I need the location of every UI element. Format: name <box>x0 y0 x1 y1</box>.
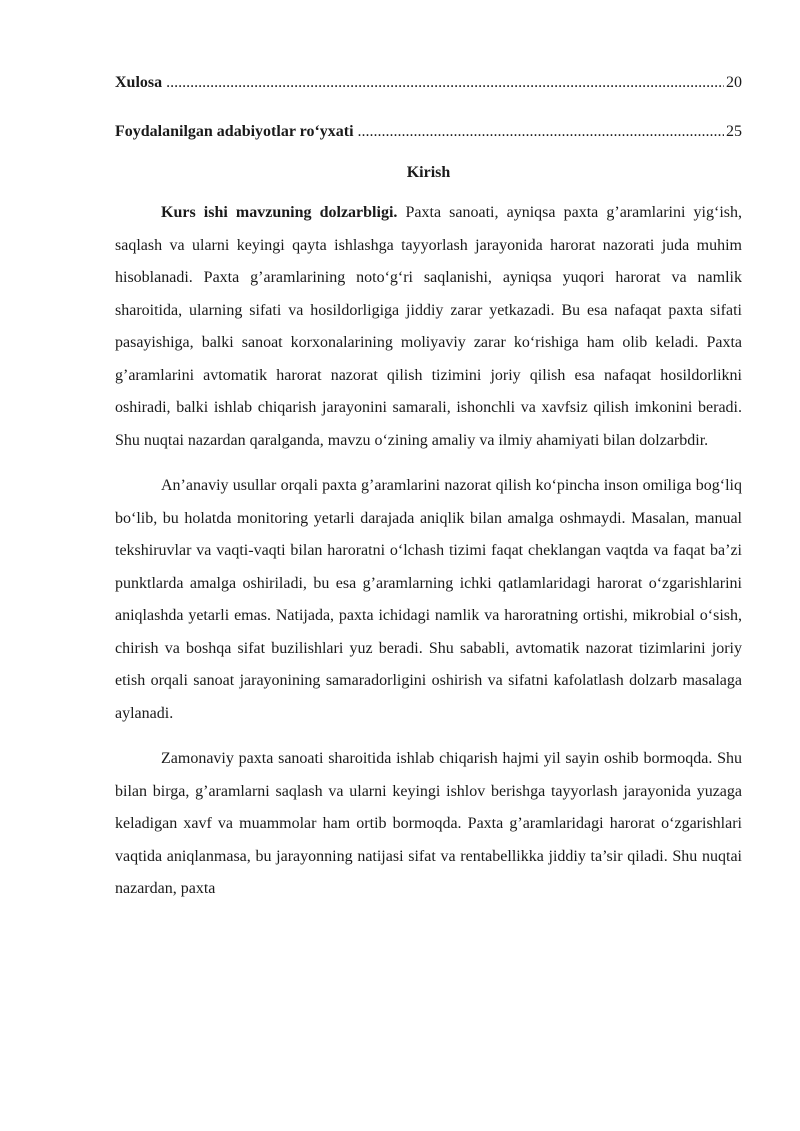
toc-dot-leader <box>358 121 724 143</box>
toc-entry-title: Foydalanilgan adabiyotlar ro‘yxati <box>115 123 354 140</box>
table-of-contents <box>115 72 742 143</box>
toc-entry-conclusion[interactable] <box>115 72 742 94</box>
paragraph-lead: Kurs ishi mavzuning dolzarbligi. <box>161 204 398 221</box>
paragraph-text: An’anaviy usullar orqali paxta g’aramlarini nazorat qilish ko‘pincha inson omiliga bog‘liq bo‘lib, bu holatda monitoring yetarli darajada aniqlik bilan amalga oshmaydi. Masalan, manual tekshiruvlar va vaqti-vaqti bilan haroratni o‘lchash tizimi faqat cheklangan vaqtda va faqat ba’zi punktlarda amalga oshiriladi, bu esa g’aramlarning ichki qatlamlaridagi harorat o‘zgarishlarini aniqlashda yetarli emas. Natijada, paxta ichidagi namlik va haroratning ortishi, mikrobial o‘sish, chirish va boshqa sifat buzilishlari yuz beradi. Shu sababli, avtomatik nazorat tizimlarini joriy etish orqali sanoat jarayonining samaradorligini oshirish va sifatni kafolatlash dolzarb masalaga aylanadi. <box>115 477 742 722</box>
document-page <box>115 72 742 906</box>
toc-entry-title: Xulosa <box>115 74 163 91</box>
paragraph <box>115 197 742 457</box>
paragraph <box>115 743 742 906</box>
paragraph-text: Zamonaviy paxta sanoati sharoitida ishlab chiqarish hajmi yil sayin oshib bormoqda. Shu bilan birga, g’aramlarni saqlash va ularni keyingi ishlov berishga tayyorlash jarayonida yuzaga keladigan xavf va muammolar ham ortib bormoqda. Paxta g’aramlaridagi harorat o‘zgarishlari vaqtida aniqlanmasa, bu jarayonning natijasi sifat va rentabellikka jiddiy ta’sir qiladi. Shu nuqtai nazardan, paxta <box>115 750 742 897</box>
toc-entry-references[interactable] <box>115 121 742 143</box>
toc-entry-page: 25 <box>726 123 742 140</box>
toc-dot-leader <box>166 72 724 94</box>
section-heading: Kirish <box>406 164 451 181</box>
paragraph <box>115 470 742 730</box>
toc-entry-page: 20 <box>726 74 742 91</box>
paragraph-text: Paxta sanoati, ayniqsa paxta g’aramlarini yig‘ish, saqlash va ularni keyingi qayta ishlashga tayyorlash jarayonida harorat nazorati juda muhim hisoblanadi. Paxta g’aramlarining noto‘g‘ri saqlanishi, ayniqsa yuqori harorat va namlik sharoitida, ularning sifati va hosildorligiga jiddiy zarar yetkazadi. Bu esa nafaqat paxta sifati pasayishiga, balki sanoat korxonalarining moliyaviy zarar ko‘rishiga ham olib keladi. Paxta g’aramlarini avtomatik harorat nazorat qilish tizimini joriy qilish esa nafaqat hosildorlikni oshiradi, balki ishlab chiqarish jarayonini samarali, ishonchli va xavfsiz qilish imkonini beradi. Shu nuqtai nazardan qaralganda, mavzu o‘zining amaliy va ilmiy ahamiyati bilan dolzarbdir. <box>115 204 742 449</box>
